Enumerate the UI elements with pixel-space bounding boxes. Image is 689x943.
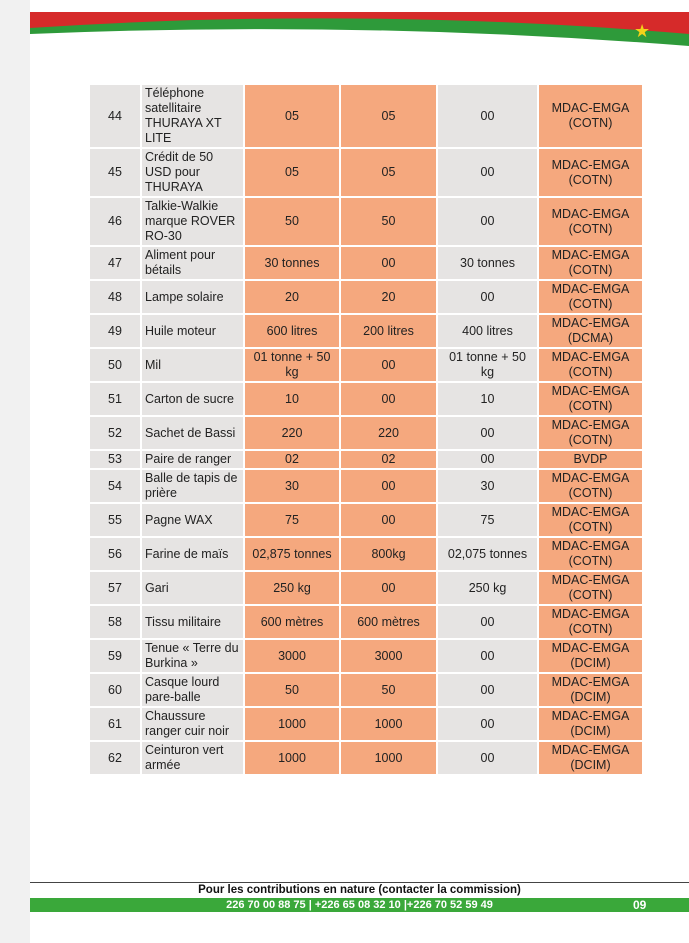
quantity-remaining: 250 kg: [438, 572, 537, 604]
recipient-unit: MDAC-EMGA (COTN): [539, 281, 642, 313]
recipient-unit: MDAC-EMGA (DCIM): [539, 742, 642, 774]
quantity-promised: 50: [245, 674, 339, 706]
recipient-unit: BVDP: [539, 451, 642, 468]
quantity-remaining: 00: [438, 451, 537, 468]
footer-phone-numbers: 226 70 00 88 75 | +226 65 08 32 10 |+226 70 52 59 49: [226, 899, 493, 911]
quantity-remaining: 00: [438, 85, 537, 147]
recipient-unit: MDAC-EMGA (COTN): [539, 247, 642, 279]
quantity-remaining: 00: [438, 674, 537, 706]
row-number: 61: [90, 708, 140, 740]
quantity-promised: 600 mètres: [245, 606, 339, 638]
quantity-promised: 05: [245, 85, 339, 147]
quantity-promised: 1000: [245, 742, 339, 774]
table-body: [90, 85, 642, 774]
quantity-promised: 01 tonne + 50 kg: [245, 349, 339, 381]
item-label: Paire de ranger: [142, 451, 243, 468]
quantity-promised: 30 tonnes: [245, 247, 339, 279]
table-row: [90, 198, 642, 245]
item-label: Téléphone satellitaire THURAYA XT LITE: [142, 85, 243, 147]
item-label: Huile moteur: [142, 315, 243, 347]
quantity-promised: 02: [245, 451, 339, 468]
quantity-received: 20: [341, 281, 436, 313]
bottom-margin: [30, 913, 689, 943]
item-label: Crédit de 50 USD pour THURAYA: [142, 149, 243, 196]
recipient-unit: MDAC-EMGA (COTN): [539, 470, 642, 502]
quantity-received: 1000: [341, 742, 436, 774]
table-row: [90, 349, 642, 381]
row-number: 48: [90, 281, 140, 313]
table-row: [90, 417, 642, 449]
row-number: 55: [90, 504, 140, 536]
table-row: [90, 315, 642, 347]
row-number: 57: [90, 572, 140, 604]
quantity-promised: 600 litres: [245, 315, 339, 347]
quantity-remaining: 00: [438, 417, 537, 449]
quantity-promised: 220: [245, 417, 339, 449]
quantity-remaining: 30 tonnes: [438, 247, 537, 279]
quantity-promised: 75: [245, 504, 339, 536]
table-row: [90, 451, 642, 468]
recipient-unit: MDAC-EMGA (COTN): [539, 538, 642, 570]
quantity-promised: 50: [245, 198, 339, 245]
table-row: [90, 383, 642, 415]
quantity-remaining: 00: [438, 708, 537, 740]
recipient-unit: MDAC-EMGA (COTN): [539, 198, 642, 245]
quantity-promised: 10: [245, 383, 339, 415]
quantity-received: 00: [341, 383, 436, 415]
quantity-promised: 02,875 tonnes: [245, 538, 339, 570]
contributions-table: [88, 83, 644, 776]
table-row: [90, 572, 642, 604]
recipient-unit: MDAC-EMGA (COTN): [539, 349, 642, 381]
recipient-unit: MDAC-EMGA (COTN): [539, 383, 642, 415]
header-flag-band: [30, 0, 689, 60]
quantity-received: 800kg: [341, 538, 436, 570]
quantity-promised: 30: [245, 470, 339, 502]
quantity-promised: 20: [245, 281, 339, 313]
row-number: 50: [90, 349, 140, 381]
row-number: 44: [90, 85, 140, 147]
quantity-received: 1000: [341, 708, 436, 740]
table-row: [90, 538, 642, 570]
item-label: Casque lourd pare-balle: [142, 674, 243, 706]
recipient-unit: MDAC-EMGA (COTN): [539, 504, 642, 536]
quantity-received: 600 mètres: [341, 606, 436, 638]
recipient-unit: MDAC-EMGA (COTN): [539, 417, 642, 449]
row-number: 47: [90, 247, 140, 279]
table-row: [90, 504, 642, 536]
quantity-received: 00: [341, 572, 436, 604]
quantity-remaining: 400 litres: [438, 315, 537, 347]
item-label: Tenue « Terre du Burkina »: [142, 640, 243, 672]
quantity-remaining: 02,075 tonnes: [438, 538, 537, 570]
item-label: Carton de sucre: [142, 383, 243, 415]
item-label: Ceinturon vert armée: [142, 742, 243, 774]
table-row: [90, 281, 642, 313]
recipient-unit: MDAC-EMGA (COTN): [539, 85, 642, 147]
item-label: Lampe solaire: [142, 281, 243, 313]
row-number: 56: [90, 538, 140, 570]
item-label: Farine de maïs: [142, 538, 243, 570]
item-label: Tissu militaire: [142, 606, 243, 638]
row-number: 53: [90, 451, 140, 468]
row-number: 54: [90, 470, 140, 502]
quantity-remaining: 00: [438, 606, 537, 638]
quantity-received: 200 litres: [341, 315, 436, 347]
table-row: [90, 674, 642, 706]
quantity-remaining: 30: [438, 470, 537, 502]
quantity-remaining: 01 tonne + 50 kg: [438, 349, 537, 381]
quantity-received: 00: [341, 504, 436, 536]
quantity-received: 00: [341, 349, 436, 381]
item-label: Mil: [142, 349, 243, 381]
quantity-received: 50: [341, 674, 436, 706]
quantity-promised: 3000: [245, 640, 339, 672]
row-number: 45: [90, 149, 140, 196]
table-row: [90, 247, 642, 279]
recipient-unit: MDAC-EMGA (COTN): [539, 572, 642, 604]
quantity-received: 00: [341, 247, 436, 279]
quantity-received: 3000: [341, 640, 436, 672]
row-number: 51: [90, 383, 140, 415]
recipient-unit: MDAC-EMGA (DCIM): [539, 708, 642, 740]
quantity-promised: 05: [245, 149, 339, 196]
item-label: Sachet de Bassi: [142, 417, 243, 449]
table-row: [90, 640, 642, 672]
recipient-unit: MDAC-EMGA (COTN): [539, 149, 642, 196]
table-row: [90, 470, 642, 502]
row-number: 62: [90, 742, 140, 774]
table-row: [90, 708, 642, 740]
table-row: [90, 149, 642, 196]
recipient-unit: MDAC-EMGA (DCMA): [539, 315, 642, 347]
table-row: [90, 742, 642, 774]
item-label: Balle de tapis de prière: [142, 470, 243, 502]
quantity-remaining: 10: [438, 383, 537, 415]
item-label: Talkie-Walkie marque ROVER RO-30: [142, 198, 243, 245]
quantity-remaining: 00: [438, 640, 537, 672]
table-row: [90, 606, 642, 638]
recipient-unit: MDAC-EMGA (DCIM): [539, 640, 642, 672]
row-number: 49: [90, 315, 140, 347]
quantity-remaining: 00: [438, 742, 537, 774]
quantity-received: 02: [341, 451, 436, 468]
footer-contact-line: Pour les contributions en nature (contacter la commission): [198, 884, 521, 896]
quantity-received: 50: [341, 198, 436, 245]
page-margin-shadow: [0, 0, 30, 943]
row-number: 59: [90, 640, 140, 672]
quantity-received: 05: [341, 149, 436, 196]
quantity-received: 00: [341, 470, 436, 502]
row-number: 52: [90, 417, 140, 449]
row-number: 60: [90, 674, 140, 706]
page-number: 09: [633, 898, 647, 912]
quantity-remaining: 00: [438, 149, 537, 196]
row-number: 58: [90, 606, 140, 638]
quantity-promised: 1000: [245, 708, 339, 740]
item-label: Aliment pour bétails: [142, 247, 243, 279]
quantity-remaining: 75: [438, 504, 537, 536]
item-label: Pagne WAX: [142, 504, 243, 536]
quantity-received: 05: [341, 85, 436, 147]
table-row: [90, 85, 642, 147]
recipient-unit: MDAC-EMGA (COTN): [539, 606, 642, 638]
quantity-remaining: 00: [438, 281, 537, 313]
item-label: Chaussure ranger cuir noir: [142, 708, 243, 740]
quantity-promised: 250 kg: [245, 572, 339, 604]
footer-divider: [30, 882, 689, 883]
recipient-unit: MDAC-EMGA (DCIM): [539, 674, 642, 706]
row-number: 46: [90, 198, 140, 245]
item-label: Gari: [142, 572, 243, 604]
quantity-remaining: 00: [438, 198, 537, 245]
star-icon: ★: [634, 21, 651, 41]
quantity-received: 220: [341, 417, 436, 449]
